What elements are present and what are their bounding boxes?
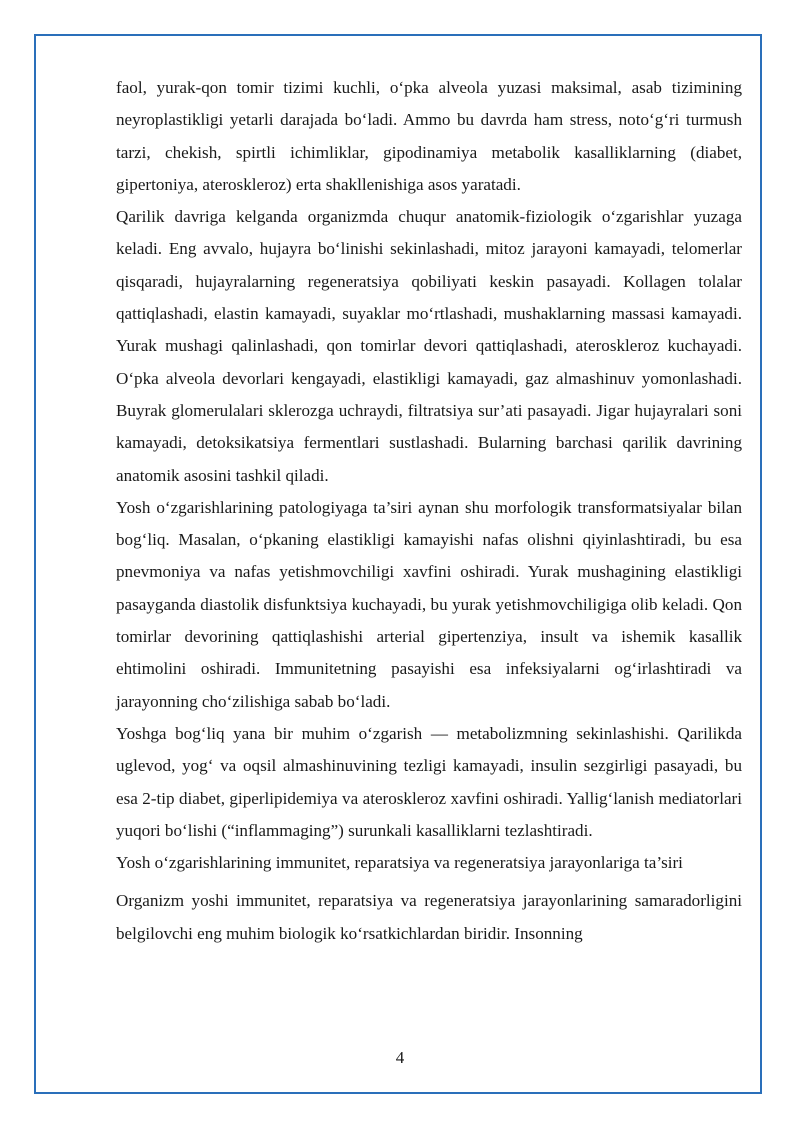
paragraph-3: Yosh o‘zgarishlarining patologiyaga ta’siri aynan shu morfologik transformatsiyalar bilan bog‘liq. Masalan, o‘pkaning elastikligi kamayishi nafas olishni qiyinlashtiradi, bu esa pnevmoniya va nafas yetishmovchiligi xavfini oshiradi. Yurak mushagining elastikligi pasayganda diastolik disfunktsiya kuchayadi, bu yurak yetishmovchiligiga olib keladi. Qon tomirlar devorining qattiqlashishi arterial gipertenziya, insult va ishemik kasallik ehtimolini oshiradi. Immunitetning pasayishi esa infeksiyalarni og‘irlashtiradi va jarayonning cho‘zilishiga sabab bo‘ladi. (116, 497, 742, 711)
document-body (116, 72, 742, 950)
page-number: 4 (395, 1048, 405, 1067)
paragraph-5: Organizm yoshi immunitet, reparatsiya va regeneratsiya jarayonlarining samaradorligini belgilovchi eng muhim biologik ko‘rsatkichlardan biridir. Insonning (116, 891, 742, 943)
section-heading: Yosh o‘zgarishlarining immunitet, reparatsiya va regeneratsiya jarayonlariga ta’siri (116, 853, 683, 873)
paragraph-2: Qarilik davriga kelganda organizmda chuqur anatomik-fiziologik o‘zgarishlar yuzaga keladi. Eng avvalo, hujayra bo‘linishi sekinlashadi, mitoz jarayoni kamayadi, telomerlar qisqaradi, hujayralarning regeneratsiya qobiliyati keskin pasayadi. Kollagen tolalar qattiqlashadi, elastin kamayadi, suyaklar mo‘rtlashadi, mushaklarning massasi kamayadi. Yurak mushagi qalinlashadi, qon tomirlar devori qattiqlashadi, ateroskleroz kuchayadi. O‘pka alveola devorlari kengayadi, elastikligi kamayadi, gaz almashinuv yomonlashadi. Buyrak glomerulalari sklerozga uchraydi, filtratsiya sur’ati pasayadi. Jigar hujayralari soni kamayadi, detoksikatsiya fermentlari sustlashadi. Bularning barchasi qarilik davrining anatomik asosini tashkil qiladi. (116, 207, 742, 485)
paragraph-4: Yoshga bog‘liq yana bir muhim o‘zgarish — metabolizmning sekinlashishi. Qarilikda uglevod, yog‘ va oqsil almashinuvining tezligi kamayadi, insulin sezgirligi pasayadi, bu esa 2-tip diabet, giperlipidemiya va ateroskleroz xavfini oshiradi. Yallig‘lanish mediatorlari yuqori bo‘lishi (“inflammaging”) surunkali kasalliklarni tezlashtiradi. (116, 723, 742, 840)
paragraph-1: faol, yurak-qon tomir tizimi kuchli, o‘pka alveola yuzasi maksimal, asab tizimining neyroplastikligi yetarli darajada bo‘ladi. Ammo bu davrda ham stress, noto‘g‘ri turmush tarzi, chekish, spirtli ichimliklar, gipodinamiya metabolik kasalliklarning (diabet, gipertoniya, ateroskleroz) erta shakllenishiga asos yaratadi. (116, 78, 742, 194)
